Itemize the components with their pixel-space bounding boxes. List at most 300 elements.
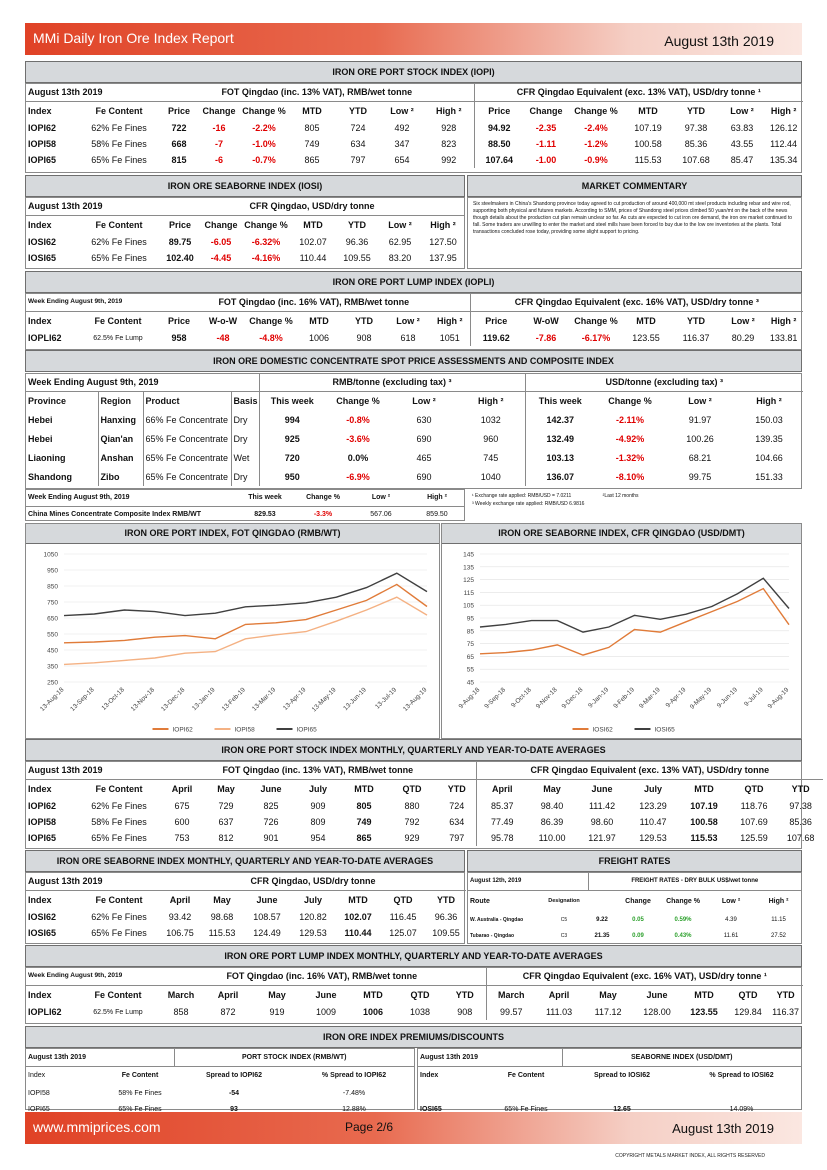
- y-tick-label: 450: [47, 647, 58, 655]
- col-header: Fe Content: [95, 105, 143, 116]
- premiums-left-header: PORT STOCK INDEX (RMB/WT): [174, 1049, 414, 1066]
- cell: 85.47: [730, 155, 754, 165]
- col-header: Basis: [231, 391, 259, 410]
- cell: 85.37: [476, 798, 528, 814]
- cell: 98.68: [210, 912, 234, 922]
- col-header: YTD: [791, 783, 810, 794]
- cell: 1006: [362, 1007, 384, 1017]
- iopli-monthly-table: [26, 968, 803, 1020]
- x-tick-label: 13-Sep-18: [69, 686, 96, 713]
- cell: 111.42: [588, 801, 616, 811]
- cell: 98.60: [590, 817, 614, 827]
- cell: 823: [441, 139, 457, 149]
- cell: IOSI65: [28, 253, 57, 263]
- col-header: Fe Content: [95, 219, 143, 230]
- x-tick-label: 13-Feb-19: [220, 686, 247, 713]
- col-header: May: [543, 783, 561, 794]
- cell: 600: [174, 817, 190, 827]
- cell: -4.92%: [615, 433, 645, 444]
- cell: 745: [483, 452, 499, 463]
- col-header: High ²: [756, 395, 782, 406]
- cell: 62% Fe Fines: [91, 237, 147, 247]
- cell: Liaoning: [28, 452, 66, 463]
- cell: 135.34: [769, 155, 798, 165]
- cell: 117.12: [594, 1007, 622, 1017]
- iopli-date: Week Ending August 9th, 2019: [26, 294, 158, 311]
- cell: 125.59: [740, 833, 768, 843]
- x-tick-label: 9-Jan-19: [587, 686, 611, 710]
- cell: IOPI62: [28, 123, 57, 133]
- table-row: [26, 909, 466, 925]
- iopi-left-header: FOT Qingdao (inc. 13% VAT), RMB/wet tonne: [160, 84, 474, 101]
- cell: 1009: [315, 1007, 337, 1017]
- footnote: ³ Weekly exchange rate applied: RMB/USD 6.9816: [472, 501, 585, 507]
- cell: 65% Fe Fines: [504, 1105, 548, 1113]
- cell: 865: [304, 155, 320, 165]
- table-row: [26, 120, 803, 136]
- col-header: Region: [98, 391, 143, 410]
- composite-index-box: [25, 489, 465, 521]
- iopli-left-header: FOT Qingdao (inc. 16% VAT), RMB/wet tonne: [158, 294, 470, 311]
- cell: -16: [212, 123, 226, 133]
- cell: -7.86: [535, 333, 557, 343]
- cell: -1.11: [536, 139, 557, 149]
- col-header: Low ²: [388, 219, 412, 230]
- cell: 12.88%: [342, 1105, 366, 1113]
- cell: 94.92: [474, 120, 524, 136]
- cell: 1032: [480, 414, 501, 425]
- col-header: MTD: [309, 315, 329, 326]
- iosi-line-chart: [442, 544, 801, 738]
- legend-label: IOSI62: [592, 726, 613, 734]
- col-header: Index: [28, 105, 52, 116]
- cell: 14.09%: [729, 1105, 754, 1113]
- monthly-column-headers: [26, 779, 823, 798]
- cell: 150.03: [755, 414, 783, 425]
- cell: 1051: [439, 333, 460, 343]
- report-header-bar: [25, 23, 802, 55]
- cell: 127.50: [429, 237, 457, 247]
- y-tick-label: 115: [463, 589, 474, 597]
- cell: 724: [350, 123, 366, 133]
- table-row: [26, 448, 803, 467]
- col-header: YTD: [355, 315, 373, 326]
- col-header: June: [260, 783, 282, 794]
- monthly-right-header: CFR Qingdao Equivalent (exc. 13% VAT), USD/dry tonne: [476, 762, 823, 779]
- cell: 65% Fe Fines: [118, 1105, 162, 1113]
- x-tick-label: 9-Aug-18: [457, 686, 482, 711]
- cell: IOPI58: [28, 817, 57, 827]
- iopi-table-box: [25, 83, 802, 173]
- cell: 129.53: [299, 928, 327, 938]
- copyright: COPYRIGHT METALS MARKET INDEX, ALL RIGHTS RESERVED: [615, 1153, 765, 1159]
- cell: 925: [259, 429, 325, 448]
- iopi-line-chart: [26, 544, 439, 738]
- cell: 58% Fe Fines: [91, 817, 147, 827]
- cell: 950: [259, 467, 325, 486]
- col-header: Low ²: [396, 315, 420, 326]
- x-tick-label: 9-May-19: [688, 686, 714, 711]
- premiums-right-date: August 13th 2019: [418, 1049, 562, 1066]
- cell: -6.9%: [346, 471, 370, 482]
- table-row: [26, 410, 803, 429]
- cell: 123.55: [690, 1007, 718, 1017]
- cell: W. Australia - Qingdao: [470, 917, 524, 923]
- footer-date: August 13th 2019: [672, 1121, 774, 1136]
- series-line-iopi65: [64, 573, 427, 615]
- cell: 111.03: [545, 1007, 573, 1017]
- iopi-date: August 13th 2019: [26, 84, 160, 101]
- col-header: High ²: [427, 494, 447, 502]
- cell: 116.37: [682, 333, 710, 343]
- cell: IOSI62: [28, 237, 57, 247]
- monthly-table: [26, 762, 823, 846]
- iosi-column-headers: [26, 215, 464, 234]
- cell: -7: [214, 139, 223, 149]
- col-header: MTD: [636, 315, 656, 326]
- cell: 65% Fe Fines: [91, 928, 147, 938]
- x-tick-label: 9-Nov-18: [534, 686, 559, 711]
- iopli-right-header: CFR Qingdao Equivalent (exc. 16% VAT), USD/dry tonne ³: [470, 294, 803, 311]
- y-tick-label: 105: [463, 602, 474, 610]
- cell: 125.07: [389, 928, 417, 938]
- col-header: May: [599, 989, 617, 1000]
- col-header: Low ²: [688, 395, 712, 406]
- col-header: June: [646, 989, 668, 1000]
- domestic-usd-header: USD/tonne (excluding tax) ³: [525, 374, 803, 391]
- cell: -6.05: [210, 237, 232, 247]
- col-header: Change %: [249, 315, 293, 326]
- legend-label: IOPI65: [296, 726, 317, 734]
- legend-label: IOSI65: [654, 726, 675, 734]
- cell: 722: [171, 123, 187, 133]
- table-row: [26, 1085, 414, 1101]
- cell: 107.19: [634, 123, 662, 133]
- cell: 1006: [308, 333, 330, 343]
- domestic-rmb-header: RMB/tonne (excluding tax) ³: [259, 374, 525, 391]
- cell: 567.06: [370, 510, 392, 518]
- cell: 654: [394, 155, 410, 165]
- iosi-table-box: [25, 197, 465, 269]
- cell: 815: [171, 155, 187, 165]
- cell: 929: [404, 833, 420, 843]
- cell: 126.12: [769, 123, 798, 133]
- col-header: High ²: [770, 105, 797, 116]
- cell: 95.78: [476, 830, 528, 846]
- x-tick-label: 13-Aug-18: [38, 686, 66, 713]
- x-tick-label: 9-Dec-18: [560, 686, 585, 711]
- legend-label: IOPI58: [234, 726, 255, 734]
- cell: 724: [449, 801, 465, 811]
- col-header: Fe Content: [95, 894, 143, 905]
- commentary-text: Six steelmakers in China's Shandong province today agreed to cut production of around 400,000 mt steel products including rebar and wire rod, supporting both physical and futures markets. According to SMM, prices of Shandong steel prices climbed 50 yuan/mt on the back of the news though details about the production cut plan remain unclear so far. As cuts are expected to cut iron ore demand, the iron ore market continued to fall. Some traders are unwilling to enter the market and steel mills have been forced to buy due to the low ore inventories at the plants. Total transactions concluded rose today, providing some slight support to pricing.: [473, 201, 793, 235]
- cell: 96.36: [434, 912, 458, 922]
- col-header: Index: [420, 1072, 439, 1080]
- cell: 98.40: [540, 801, 564, 811]
- cell: IOPLI62: [28, 1007, 62, 1017]
- col-header: Change %: [306, 494, 340, 502]
- composite-row: [26, 506, 464, 522]
- premiums-right-column-headers: [418, 1066, 801, 1085]
- cell: 110.44: [299, 253, 327, 263]
- cell: 58% Fe Fines: [118, 1089, 162, 1097]
- cell: 634: [350, 139, 366, 149]
- col-header: Low ²: [390, 105, 414, 116]
- table-row: [26, 250, 464, 266]
- cell: 908: [457, 1007, 473, 1017]
- footnote: ¹ Exchange rate applied: RMB/USD = 7.0211: [472, 493, 572, 499]
- cell: 129.84: [734, 1007, 762, 1017]
- col-header: This week: [525, 391, 595, 410]
- cell: -4.8%: [259, 333, 283, 343]
- col-header: QTD: [738, 989, 758, 1000]
- col-header: High ²: [436, 105, 462, 116]
- col-header: Index: [28, 219, 52, 230]
- cell: 11.15: [771, 917, 786, 923]
- col-header: Price: [474, 101, 524, 120]
- x-tick-label: 9-Sep-18: [483, 686, 508, 711]
- cell: 103.13: [525, 448, 595, 467]
- table-row: [26, 798, 823, 814]
- cell: -7.48%: [342, 1089, 366, 1097]
- cell: 62.95: [388, 237, 412, 247]
- col-header: June: [591, 783, 613, 794]
- cell: 960: [483, 433, 499, 444]
- cell: -6: [214, 155, 223, 165]
- iopi-chart-box: [25, 523, 440, 739]
- col-header: June: [315, 989, 337, 1000]
- monthly-title: IRON ORE PORT STOCK INDEX MONTHLY, QUARTERLY AND YEAR-TO-DATE AVERAGES: [25, 739, 802, 761]
- cell: Dry: [231, 410, 259, 429]
- iopli-table-box: [25, 293, 802, 350]
- col-header: MTD: [302, 105, 322, 116]
- iopi-table: [26, 84, 803, 168]
- col-header: % Spread to IOPI62: [321, 1072, 387, 1080]
- cell: IOPI58: [28, 1089, 50, 1097]
- col-header: Index: [28, 894, 52, 905]
- monthly-table-box: [25, 761, 815, 849]
- col-header: Route: [470, 897, 490, 905]
- cell: 4.39: [725, 917, 737, 923]
- cell: C5: [560, 917, 568, 923]
- cell: 93.42: [168, 912, 192, 922]
- premiums-right-table: [418, 1049, 801, 1117]
- cell: 89.75: [168, 237, 192, 247]
- cell: 347: [394, 139, 410, 149]
- table-row: [26, 234, 464, 250]
- cell: 0.59%: [674, 917, 692, 923]
- table-row: [468, 912, 801, 928]
- cell: 753: [174, 833, 190, 843]
- premiums-left-table: [26, 1049, 414, 1117]
- x-tick-label: 9-Jul-19: [743, 686, 765, 709]
- x-tick-label: 9-Aug-19: [766, 686, 791, 711]
- cell: 99.75: [688, 471, 712, 482]
- cell: 908: [356, 333, 372, 343]
- cell: C3: [560, 933, 568, 939]
- cell: -54: [228, 1089, 240, 1097]
- y-tick-label: 125: [463, 577, 474, 585]
- domestic-date: Week Ending August 9th, 2019: [26, 374, 259, 391]
- report-date: August 13th 2019: [664, 33, 774, 49]
- cell: -1.0%: [252, 139, 276, 149]
- x-tick-label: 9-Apr-19: [664, 686, 688, 710]
- y-tick-label: 65: [466, 653, 474, 661]
- cell: 97.38: [789, 801, 812, 811]
- cell: Dry: [231, 429, 259, 448]
- col-header: YTD: [437, 894, 456, 905]
- col-header: Change: [625, 897, 651, 905]
- cell: -0.7%: [252, 155, 276, 165]
- cell: 829.53: [254, 510, 276, 518]
- premiums-left-box: [25, 1048, 415, 1113]
- cell: 858: [173, 1007, 189, 1017]
- cell: 62% Fe Fines: [91, 912, 147, 922]
- commentary-box: [467, 197, 802, 269]
- iopli-column-headers: [26, 311, 803, 330]
- col-header: Change: [204, 219, 238, 230]
- cell: 142.37: [525, 410, 595, 429]
- x-tick-label: 13-Jan-19: [191, 686, 217, 713]
- cell: 100.26: [686, 433, 714, 444]
- col-header: Province: [28, 395, 67, 406]
- col-header: This week: [259, 391, 325, 410]
- col-header: MTD: [694, 989, 714, 1000]
- col-header: Designation: [548, 898, 580, 905]
- col-header: [588, 890, 616, 912]
- col-header: Price: [167, 105, 191, 116]
- iosi-header: CFR Qingdao, USD/dry tonne: [160, 198, 464, 215]
- y-tick-label: 55: [466, 666, 474, 674]
- cell: 109.55: [343, 253, 371, 263]
- col-header: MTD: [348, 894, 368, 905]
- premiums-left-column-headers: [26, 1066, 414, 1085]
- cell: 0.0%: [347, 452, 369, 463]
- site-link[interactable]: www.mmiprices.com: [33, 1119, 161, 1135]
- cell: -2.35: [535, 123, 557, 133]
- cell: 86.39: [540, 817, 564, 827]
- cell: 909: [310, 801, 326, 811]
- col-header: Index: [28, 783, 52, 794]
- y-tick-label: 350: [47, 663, 58, 671]
- cell: 729: [218, 801, 234, 811]
- cell: 116.45: [389, 912, 417, 922]
- cell: 859.50: [426, 510, 448, 518]
- cell: IOPI65: [28, 155, 57, 165]
- composite-date: Week Ending August 9th, 2019: [28, 494, 130, 502]
- iosi-chart-title: IRON ORE SEABORNE INDEX, CFR QINGDAO (USD/DMT): [442, 524, 801, 544]
- col-header: Index: [28, 1072, 46, 1080]
- x-tick-label: 13-Mar-19: [251, 686, 278, 713]
- col-header: July: [308, 783, 327, 794]
- col-header: Fe Content: [95, 783, 143, 794]
- cell: 792: [404, 817, 420, 827]
- cell: Qian'an: [98, 429, 143, 448]
- cell: -1.00: [535, 155, 557, 165]
- col-header: Change %: [608, 395, 652, 406]
- iosi-title: IRON ORE SEABORNE INDEX (IOSI): [25, 175, 465, 197]
- col-header: Spread to IOPI62: [205, 1072, 263, 1080]
- col-header: MTD: [694, 783, 714, 794]
- cell: 83.20: [388, 253, 412, 263]
- iopi-column-headers: [26, 101, 803, 120]
- freight-date: August 12th, 2019: [468, 873, 588, 890]
- col-header: Index: [28, 315, 52, 326]
- premiums-right-header: SEABORNE INDEX (USD/DMT): [562, 1049, 801, 1066]
- col-header: High ²: [478, 395, 504, 406]
- cell: 43.55: [730, 139, 754, 149]
- cell: 465: [416, 452, 432, 463]
- cell: IOPI65: [28, 833, 57, 843]
- col-header: High ²: [768, 897, 789, 905]
- cell: 880: [404, 801, 420, 811]
- col-header: April: [548, 989, 570, 1000]
- col-header: Low ²: [730, 105, 754, 116]
- iosi-monthly-column-headers: [26, 890, 466, 909]
- y-tick-label: 135: [463, 564, 474, 572]
- cell: -0.9%: [584, 155, 608, 165]
- iopli-monthly-column-headers: [26, 985, 803, 1004]
- col-header: MTD: [363, 989, 383, 1000]
- cell: 901: [263, 833, 279, 843]
- cell: 107.68: [682, 155, 710, 165]
- cell: 65% Fe Fines: [91, 253, 147, 263]
- col-header: MTD: [638, 105, 658, 116]
- iopli-table: [26, 294, 803, 346]
- cell: Zibo: [98, 467, 143, 486]
- cell: 65% Fe Concentrate: [143, 467, 231, 486]
- table-row: [26, 429, 803, 448]
- cell: 809: [310, 817, 326, 827]
- y-tick-label: 45: [466, 679, 474, 687]
- cell: 0.09: [632, 933, 644, 939]
- col-header: Fe Content: [507, 1072, 545, 1080]
- col-header: Product: [143, 391, 231, 410]
- page-number: Page 2/6: [345, 1120, 394, 1134]
- composite-label: China Mines Concentrate Composite Index RMB/WT: [28, 510, 202, 518]
- cell: 749: [356, 817, 372, 827]
- y-tick-label: 250: [47, 679, 58, 687]
- cell: 9.22: [596, 917, 608, 923]
- col-header: YTD: [447, 783, 466, 794]
- cell: -3.6%: [346, 433, 370, 444]
- iopli-monthly-left-header: FOT Qingdao (inc. 16% VAT), RMB/wet tonne: [158, 968, 486, 985]
- cell: 132.49: [525, 429, 595, 448]
- col-header: April: [171, 783, 193, 794]
- premiums-right-box: [417, 1048, 802, 1113]
- cell: 118.76: [740, 801, 768, 811]
- cell: 123.55: [632, 333, 660, 343]
- cell: 85.36: [789, 817, 812, 827]
- col-header: YTD: [348, 219, 366, 230]
- cell: 68.21: [688, 452, 712, 463]
- freight-table-box: [467, 872, 802, 944]
- table-row: [26, 136, 803, 152]
- cell: 107.19: [690, 801, 718, 811]
- col-header: May: [213, 894, 231, 905]
- report-footer-bar: [25, 1112, 802, 1144]
- cell: 958: [171, 333, 187, 343]
- report-title: MMi Daily Iron Ore Index Report: [33, 30, 234, 46]
- iosi-monthly-header: CFR Qingdao, USD/dry tonne: [160, 873, 466, 890]
- x-tick-label: 9-Jun-19: [715, 686, 739, 710]
- freight-table: [468, 873, 801, 944]
- cell: 97.38: [684, 123, 708, 133]
- x-tick-label: 13-Apr-19: [282, 686, 308, 712]
- col-header: MTD: [354, 783, 374, 794]
- cell: 675: [174, 801, 190, 811]
- iosi-monthly-title: IRON ORE SEABORNE INDEX MONTHLY, QUARTERLY AND YEAR-TO-DATE AVERAGES: [25, 850, 465, 872]
